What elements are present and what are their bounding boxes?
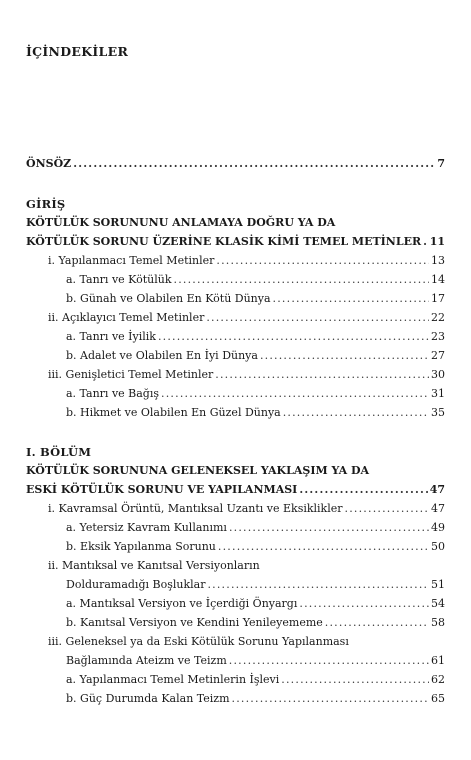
toc-entry-page: 31 (431, 387, 445, 400)
toc-entry (66, 673, 445, 686)
toc-entry-label: Bağlamında Ateizm ve Teizm (66, 654, 227, 667)
dot-leader (161, 387, 429, 400)
toc-entry (48, 254, 445, 267)
toc-entry-onsoz (26, 157, 445, 170)
dot-leader (206, 311, 429, 324)
dot-leader (299, 597, 429, 610)
toc-entry-page: 62 (431, 673, 445, 686)
toc-entry-page: 14 (431, 273, 445, 286)
toc-entry-giris-title (26, 235, 445, 248)
section-title-line-1: KÖTÜLÜK SORUNUNU ANLAMAYA DOĞRU YA DA (26, 216, 336, 229)
toc-entry-page: 11 (429, 235, 445, 248)
toc-entry-label: b. Kanıtsal Versiyon ve Kendini Yenileyememe (66, 616, 323, 629)
toc-entry-page: 13 (431, 254, 445, 267)
toc-entry (66, 692, 445, 705)
toc-entry-page: 61 (431, 654, 445, 667)
dot-leader (232, 692, 429, 705)
toc-entry (66, 540, 445, 553)
toc-entry (66, 616, 445, 629)
toc-entry-page: 30 (431, 368, 445, 381)
toc-entry-label: b. Güç Durumda Kalan Teizm (66, 692, 230, 705)
section-title-line-1: KÖTÜLÜK SORUNUNA GELENEKSEL YAKLAŞIM YA DA (26, 464, 370, 477)
toc-entry-page: 49 (431, 521, 445, 534)
dot-leader (423, 235, 428, 248)
toc-entry-page: 47 (431, 502, 445, 515)
toc-entry (66, 273, 445, 286)
toc-entry (66, 654, 445, 667)
toc-entry (66, 349, 445, 362)
toc-entry-label: b. Hikmet ve Olabilen En Güzel Dünya (66, 406, 281, 419)
toc-entry-page: 65 (431, 692, 445, 705)
toc-entry-label-line-1: ii. Mantıksal ve Kanıtsal Versiyonların (48, 559, 260, 572)
toc-entry (66, 521, 445, 534)
dot-leader (216, 254, 429, 267)
page-title: İÇİNDEKİLER (26, 44, 129, 59)
toc-entry-label: Dolduramadığı Boşluklar (66, 578, 206, 591)
dot-leader (229, 654, 429, 667)
toc-entry-page: 50 (431, 540, 445, 553)
toc-entry (66, 406, 445, 419)
toc-entry (48, 502, 445, 515)
toc-entry-page: 22 (431, 311, 445, 324)
toc-entry-label: b. Adalet ve Olabilen En İyi Dünya (66, 349, 258, 362)
toc-entry-label: i. Kavramsal Örüntü, Mantıksal Uzantı ve Eksiklikler (48, 502, 343, 515)
toc-entry-label: a. Yetersiz Kavram Kullanımı (66, 521, 227, 534)
toc-entry-label: a. Mantıksal Versiyon ve İçerdiği Önyargı (66, 597, 298, 610)
toc-entry (48, 368, 445, 381)
dot-leader (158, 330, 429, 343)
toc-entry (48, 311, 445, 324)
dot-leader (215, 368, 429, 381)
dot-leader (345, 502, 429, 515)
toc-entry-page: 35 (431, 406, 445, 419)
toc-entry-label: ÖNSÖZ (26, 157, 72, 170)
dot-leader (218, 540, 429, 553)
dot-leader (283, 406, 429, 419)
toc-entry-label: KÖTÜLÜK SORUNU ÜZERİNE KLASİK KİMİ TEMEL METİNLER (26, 235, 422, 248)
toc-entry-page: 27 (431, 349, 445, 362)
toc-entry-label: ESKİ KÖTÜLÜK SORUNU VE YAPILANMASI (26, 483, 298, 496)
toc-entry-bolum-1-title (26, 483, 445, 496)
toc-entry-page: 54 (431, 597, 445, 610)
section-heading-bolum-1: I. BÖLÜM (26, 445, 92, 459)
toc-entry-label: i. Yapılanmacı Temel Metinler (48, 254, 215, 267)
toc-entry-label: ii. Açıklayıcı Temel Metinler (48, 311, 205, 324)
toc-entry-page: 17 (431, 292, 445, 305)
toc-entry (66, 578, 445, 591)
dot-leader (174, 273, 430, 286)
toc-entry-label: a. Tanrı ve Kötülük (66, 273, 172, 286)
toc-entry-page: 47 (429, 483, 445, 496)
toc-entry-label: iii. Genişletici Temel Metinler (48, 368, 214, 381)
dot-leader (207, 578, 429, 591)
toc-entry-label: b. Eksik Yapılanma Sorunu (66, 540, 216, 553)
dot-leader (299, 483, 427, 496)
dot-leader (260, 349, 429, 362)
dot-leader (273, 292, 429, 305)
toc-entry-label-line-1: iii. Geleneksel ya da Eski Kötülük Sorunu Yapılanması (48, 635, 349, 648)
toc-entry (66, 387, 445, 400)
dot-leader (325, 616, 429, 629)
toc-entry (66, 597, 445, 610)
toc-entry-label: b. Günah ve Olabilen En Kötü Dünya (66, 292, 271, 305)
toc-entry-label: a. Yapılanmacı Temel Metinlerin İşlevi (66, 673, 280, 686)
toc-entry-page: 23 (431, 330, 445, 343)
toc-entry (66, 330, 445, 343)
toc-entry (66, 292, 445, 305)
dot-leader (73, 157, 435, 170)
toc-entry-label: a. Tanrı ve Bağış (66, 387, 160, 400)
toc-entry-page: 51 (431, 578, 445, 591)
toc-entry-label: a. Tanrı ve İyilik (66, 330, 156, 343)
dot-leader (281, 673, 429, 686)
section-heading-giris: GİRİŞ (26, 197, 66, 211)
toc-entry-page: 58 (431, 616, 445, 629)
dot-leader (229, 521, 429, 534)
toc-entry-page: 7 (437, 157, 445, 170)
